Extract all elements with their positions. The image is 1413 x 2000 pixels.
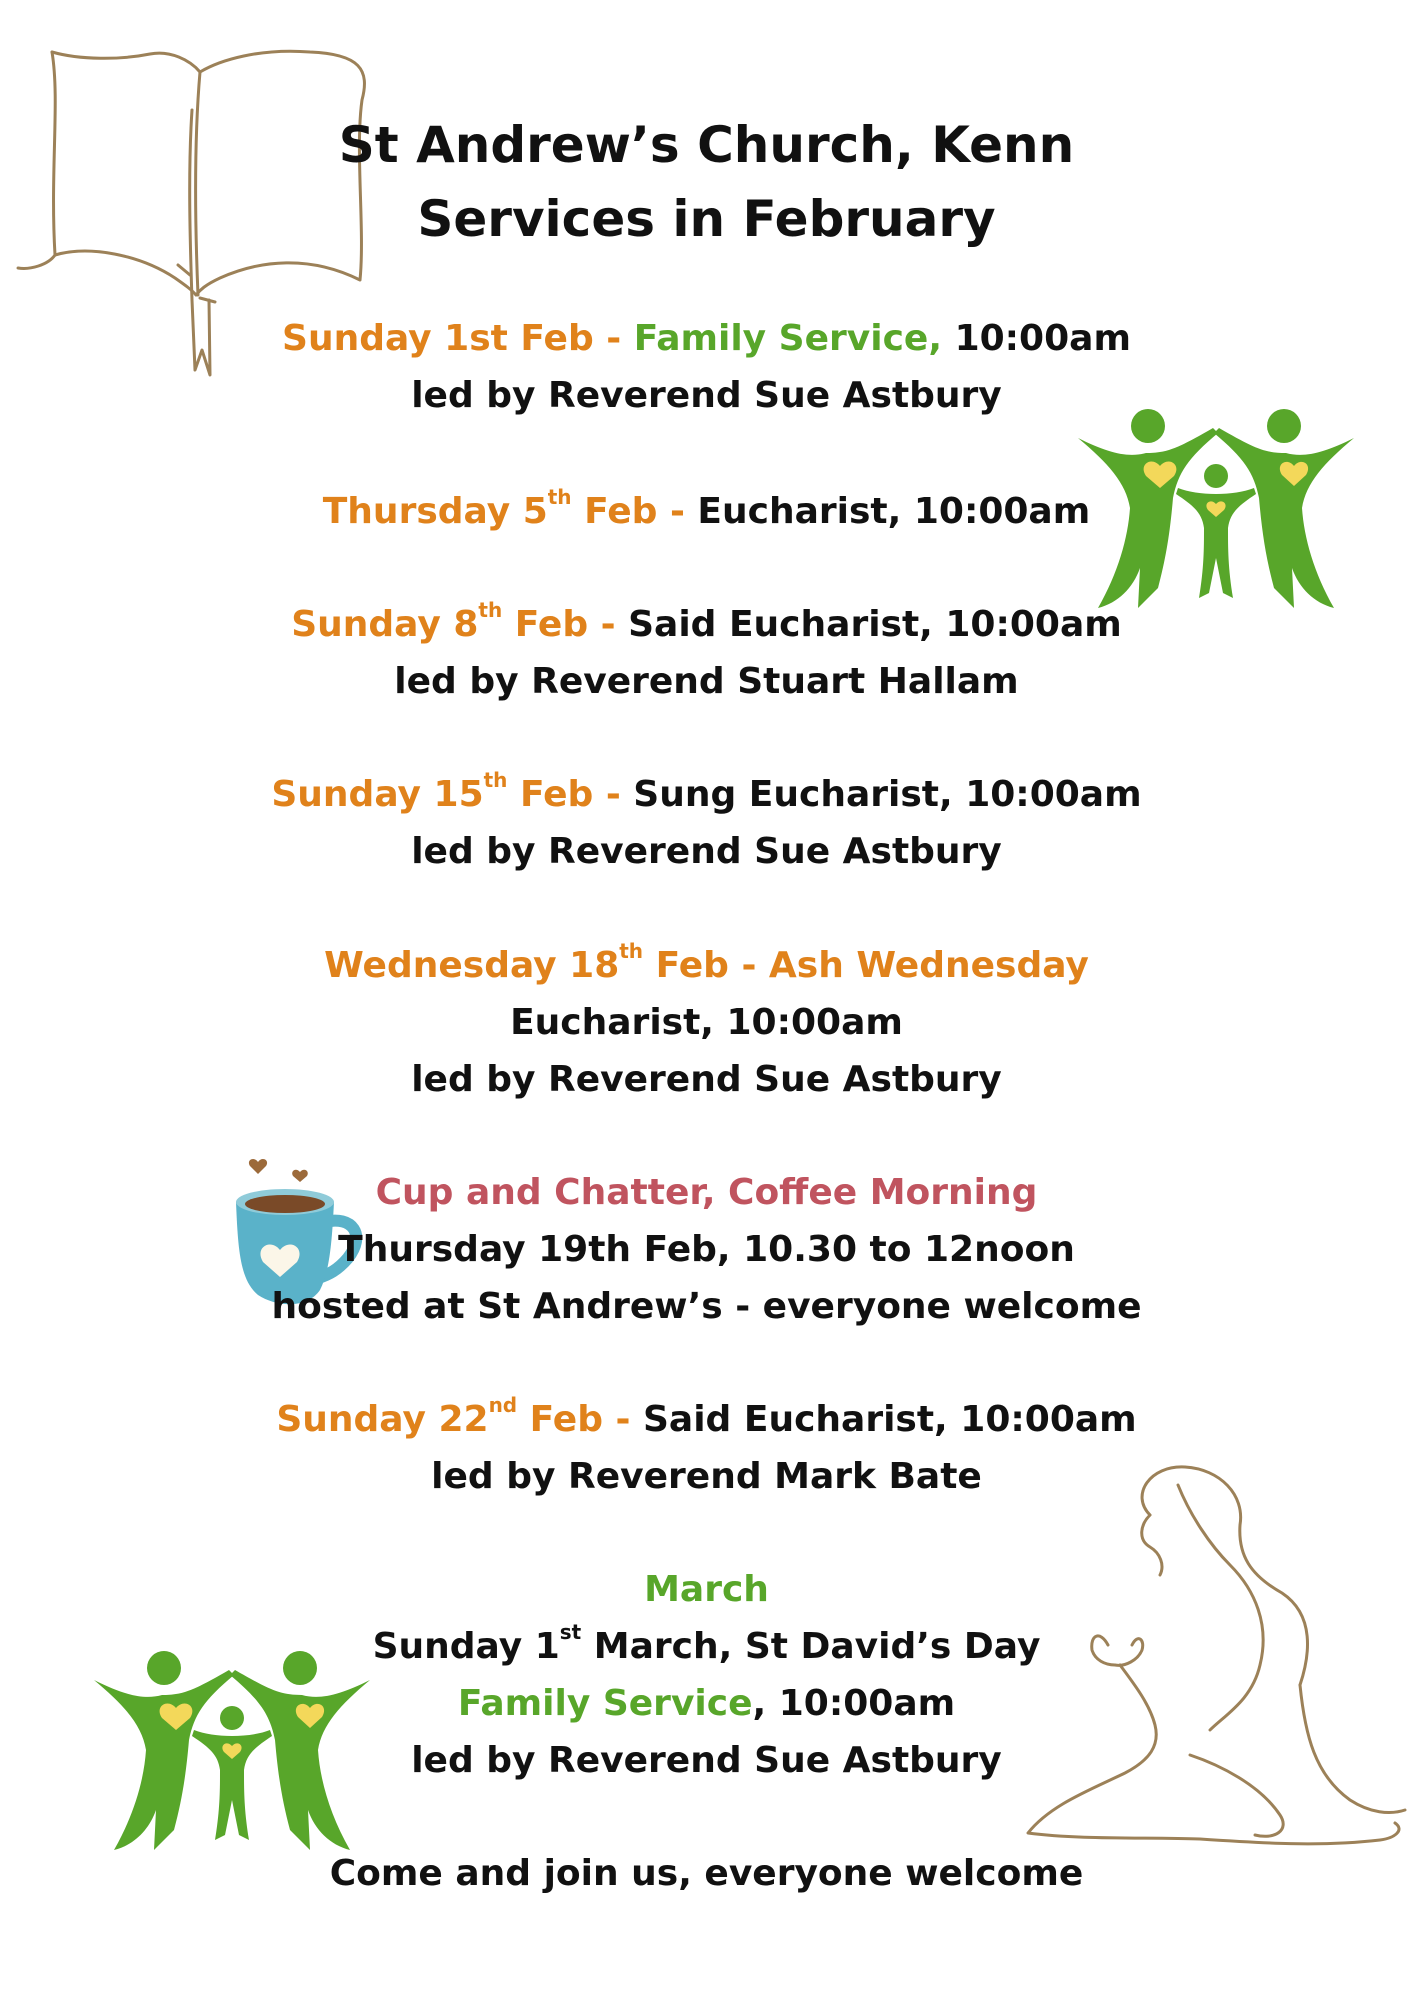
march-leader: led by Reverend Sue Astbury xyxy=(411,1740,1002,1781)
service-date: Wednesday 18th Feb - Ash Wednesday xyxy=(324,939,1089,986)
service-entry xyxy=(0,596,1413,710)
service-leader: led by Reverend Sue Astbury xyxy=(411,375,1002,416)
march-heading: March xyxy=(644,1569,769,1610)
march-service-time: , 10:00am xyxy=(752,1683,956,1724)
march-date: Sunday 1st March, St David’s Day xyxy=(372,1620,1041,1667)
service-name: Said Eucharist, 10:00am xyxy=(628,604,1122,645)
service-name: Sung Eucharist, 10:00am xyxy=(633,774,1142,815)
service-entry xyxy=(0,483,1413,540)
service-entry xyxy=(0,1391,1413,1505)
church-name: St Andrew’s Church, Kenn xyxy=(338,116,1075,174)
service-date: Sunday 8th Feb - xyxy=(291,598,629,645)
coffee-title: Cup and Chatter, Coffee Morning xyxy=(375,1172,1038,1213)
service-leader: led by Reverend Sue Astbury xyxy=(411,1059,1002,1100)
service-name: Eucharist, 10:00am xyxy=(697,491,1091,532)
service-date: Sunday 15th Feb - xyxy=(271,768,634,815)
page-title xyxy=(0,115,1413,249)
march-section xyxy=(0,1561,1413,1789)
service-entry xyxy=(0,937,1413,1108)
service-date: Thursday 5th Feb - xyxy=(322,485,698,532)
coffee-where: hosted at St Andrew’s - everyone welcome xyxy=(271,1286,1142,1327)
march-service-name: Family Service xyxy=(457,1683,753,1724)
service-name: Eucharist, 10:00am xyxy=(510,1002,903,1043)
service-leader: led by Reverend Sue Astbury xyxy=(411,831,1002,872)
service-date: Sunday 1st Feb - xyxy=(282,318,634,359)
service-date: Sunday 22nd Feb - xyxy=(276,1393,643,1440)
service-time: 10:00am xyxy=(942,318,1131,359)
service-name: Said Eucharist, 10:00am xyxy=(642,1399,1137,1440)
coffee-morning xyxy=(0,1164,1413,1335)
coffee-when: Thursday 19th Feb, 10.30 to 12noon xyxy=(338,1229,1075,1270)
footer-invite: Come and join us, everyone welcome xyxy=(329,1853,1084,1894)
service-leader: led by Reverend Mark Bate xyxy=(431,1456,982,1497)
service-entry xyxy=(0,766,1413,880)
service-entry xyxy=(0,310,1413,424)
service-leader: led by Reverend Stuart Hallam xyxy=(394,661,1019,702)
services-heading: Services in February xyxy=(417,190,996,248)
service-name: Family Service, xyxy=(633,318,943,359)
